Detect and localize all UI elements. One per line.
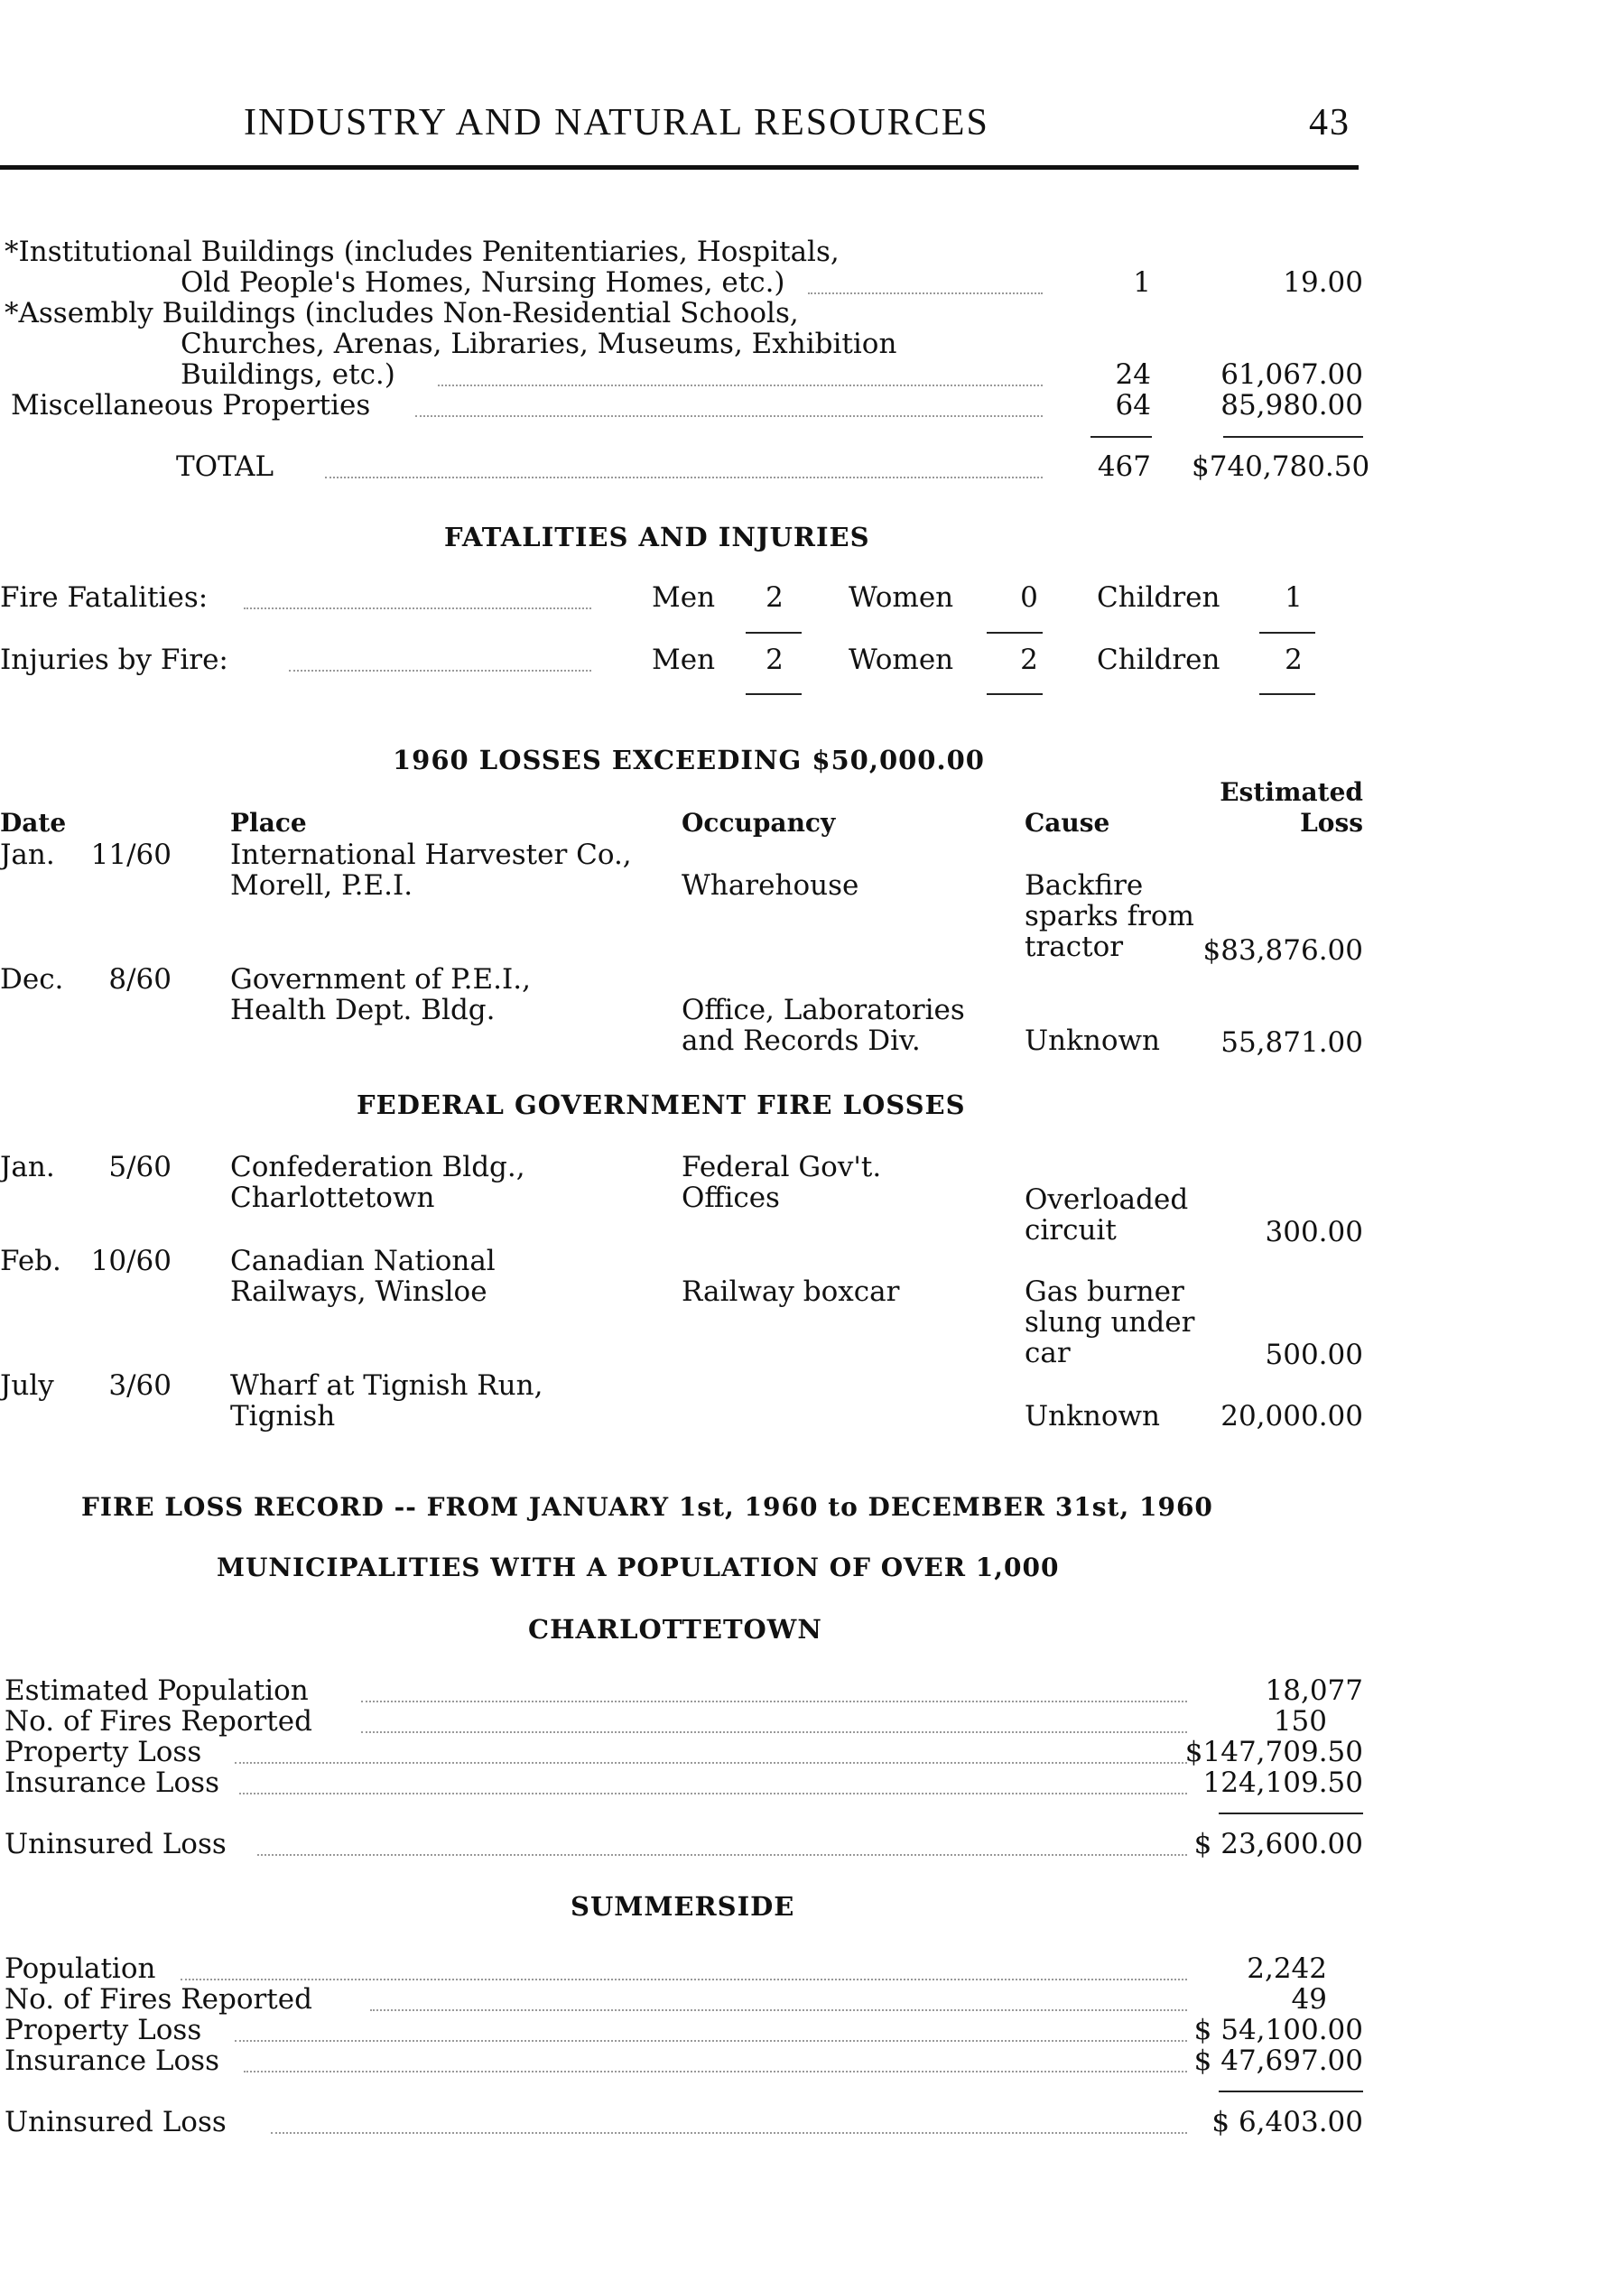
loss-row-amount: 55,871.00 [1220, 1026, 1363, 1059]
federal-row-place: Railways, Winsloe [230, 1275, 487, 1308]
total-loss: $740,780.50 [1192, 450, 1370, 483]
sum-rule [987, 693, 1043, 695]
fatalities-women-label: Women [849, 581, 954, 614]
injuries-women-label: Women [849, 644, 954, 676]
ch-row-label: Estimated Population [5, 1674, 309, 1707]
federal-row-date-month: Feb. [0, 1245, 61, 1277]
ss-row-label: Insurance Loss [5, 2045, 219, 2077]
institutional-line-2: Old People's Homes, Nursing Homes, etc.) [181, 266, 785, 299]
federal-row-cause: Gas burner [1025, 1275, 1184, 1308]
federal-row-place: Tignish [230, 1400, 336, 1433]
injuries-label: Injuries by Fire: [0, 644, 228, 676]
ch-uninsured-value: $ 23,600.00 [1193, 1828, 1363, 1860]
ch-row-value: $147,709.50 [1184, 1736, 1363, 1768]
loss-row-place: Government of P.E.I., [230, 963, 531, 996]
federal-row-date-day: 3/60 [108, 1369, 172, 1402]
federal-row-cause: car [1025, 1337, 1071, 1369]
loss-row-place: International Harvester Co., [230, 839, 632, 871]
ch-uninsured-label: Uninsured Loss [5, 1828, 227, 1860]
ch-row-label: Insurance Loss [5, 1766, 219, 1799]
ch-row-label: Property Loss [5, 1736, 202, 1768]
ch-row-value: 124,109.50 [1202, 1766, 1363, 1799]
federal-row-cause: slung under [1025, 1306, 1195, 1339]
ch-row-value: 150 [1273, 1705, 1327, 1738]
ss-row-value: 2,242 [1247, 1952, 1327, 1985]
total-count: 467 [1097, 450, 1151, 483]
sum-rule [1219, 1813, 1363, 1814]
loss-row-date-day: 11/60 [90, 839, 172, 871]
federal-row-amount: 300.00 [1265, 1216, 1363, 1248]
injuries-men-label: Men [652, 644, 716, 676]
federal-row-occupancy: Federal Gov't. [682, 1151, 882, 1183]
loss-row-cause: Unknown [1025, 1025, 1161, 1057]
charlottetown-heading: CHARLOTTETOWN [528, 1614, 822, 1645]
col-date: Date [0, 808, 67, 838]
sum-rule [746, 632, 802, 634]
assembly-line-2: Churches, Arenas, Libraries, Museums, Exhibition [181, 328, 897, 360]
loss-row-cause: Backfire [1025, 869, 1144, 902]
assembly-count: 24 [1115, 358, 1151, 391]
fatalities-women-value: 0 [1020, 581, 1038, 614]
col-loss: Loss [1300, 808, 1363, 838]
federal-row-place: Wharf at Tignish Run, [230, 1369, 543, 1402]
leader-dots [361, 1701, 1187, 1702]
leader-dots [808, 292, 1043, 294]
leader-dots [438, 385, 1043, 386]
ch-row-value: 18,077 [1265, 1674, 1363, 1707]
loss-row-date-month: Dec. [0, 963, 64, 996]
assembly-loss: 61,067.00 [1220, 358, 1363, 391]
sum-rule [746, 693, 802, 695]
leader-dots [257, 1854, 1187, 1856]
loss-row-cause: tractor [1025, 931, 1124, 963]
federal-row-date-day: 5/60 [108, 1151, 172, 1183]
institutional-loss: 19.00 [1283, 266, 1363, 299]
loss-row-cause: sparks from [1025, 900, 1194, 932]
federal-heading: FEDERAL GOVERNMENT FIRE LOSSES [357, 1090, 966, 1120]
injuries-children-value: 2 [1285, 644, 1303, 676]
col-cause: Cause [1025, 808, 1110, 838]
col-occupancy: Occupancy [682, 808, 836, 838]
fatalities-men-value: 2 [766, 581, 784, 614]
ss-row-label: Property Loss [5, 2014, 202, 2046]
record-heading: FIRE LOSS RECORD -- FROM JANUARY 1st, 1960 to DECEMBER 31st, 1960 [81, 1492, 1213, 1522]
losses-heading: 1960 LOSSES EXCEEDING $50,000.00 [393, 745, 985, 775]
institutional-count: 1 [1133, 266, 1151, 299]
page-header-title: INDUSTRY AND NATURAL RESOURCES [244, 102, 989, 144]
loss-row-occupancy: Wharehouse [682, 869, 859, 902]
federal-row-occupancy: Offices [682, 1182, 780, 1214]
leader-dots [244, 607, 591, 609]
fatalities-children-label: Children [1097, 581, 1220, 614]
sum-rule [1259, 632, 1315, 634]
page-number: 43 [1309, 102, 1350, 144]
ss-row-value: $ 54,100.00 [1193, 2014, 1363, 2046]
leader-dots [271, 2132, 1187, 2134]
sum-rule [1219, 2091, 1363, 2092]
ss-row-label: Population [5, 1952, 156, 1985]
federal-row-date-month: Jan. [0, 1151, 55, 1183]
ss-uninsured-value: $ 6,403.00 [1211, 2106, 1363, 2138]
federal-row-place: Charlottetown [230, 1182, 435, 1214]
loss-row-occupancy: Office, Laboratories [682, 994, 965, 1026]
leader-dots [181, 1979, 1187, 1980]
ss-row-value: $ 47,697.00 [1193, 2045, 1363, 2077]
leader-dots [370, 2009, 1187, 2011]
federal-row-cause: Unknown [1025, 1400, 1161, 1433]
fatalities-heading: FATALITIES AND INJURIES [444, 522, 870, 552]
ss-row-label: No. of Fires Reported [5, 1983, 312, 2016]
institutional-line-1: *Institutional Buildings (includes Penitentiaries, Hospitals, [5, 236, 840, 268]
loss-row-occupancy: and Records Div. [682, 1025, 921, 1057]
fire-fatalities-label: Fire Fatalities: [0, 581, 209, 614]
injuries-men-value: 2 [766, 644, 784, 676]
leader-dots [235, 2040, 1187, 2042]
federal-row-occupancy: Railway boxcar [682, 1275, 900, 1308]
misc-loss: 85,980.00 [1220, 389, 1363, 422]
loss-row-date-month: Jan. [0, 839, 55, 871]
injuries-children-label: Children [1097, 644, 1220, 676]
leader-dots [361, 1731, 1187, 1733]
ch-row-label: No. of Fires Reported [5, 1705, 312, 1738]
federal-row-cause: circuit [1025, 1214, 1117, 1247]
fatalities-men-label: Men [652, 581, 716, 614]
header-rule [0, 165, 1359, 170]
record-subheading: MUNICIPALITIES WITH A POPULATION OF OVER 1,000 [217, 1553, 1060, 1582]
sum-rule [987, 632, 1043, 634]
ss-uninsured-label: Uninsured Loss [5, 2106, 227, 2138]
sum-rule [1090, 436, 1152, 438]
leader-dots [235, 1762, 1187, 1764]
leader-dots [239, 1793, 1187, 1794]
loss-row-place: Health Dept. Bldg. [230, 994, 496, 1026]
leader-dots [415, 415, 1043, 417]
assembly-line-1: *Assembly Buildings (includes Non-Residential Schools, [5, 297, 799, 329]
loss-row-amount: $83,876.00 [1202, 934, 1363, 967]
federal-row-place: Confederation Bldg., [230, 1151, 525, 1183]
sum-rule [1223, 436, 1363, 438]
federal-row-date-month: July [0, 1369, 54, 1402]
col-estimated: Estimated [1220, 777, 1363, 807]
col-place: Place [230, 808, 307, 838]
fatalities-children-value: 1 [1285, 581, 1303, 614]
total-label: TOTAL [176, 450, 274, 483]
ss-row-value: 49 [1291, 1983, 1327, 2016]
leader-dots [289, 670, 591, 672]
summerside-heading: SUMMERSIDE [571, 1891, 795, 1922]
leader-dots [325, 477, 1043, 478]
assembly-line-3: Buildings, etc.) [181, 358, 395, 391]
loss-row-place: Morell, P.E.I. [230, 869, 413, 902]
federal-row-amount: 500.00 [1265, 1339, 1363, 1371]
misc-count: 64 [1115, 389, 1151, 422]
federal-row-cause: Overloaded [1025, 1183, 1189, 1216]
federal-row-amount: 20,000.00 [1220, 1400, 1363, 1433]
federal-row-place: Canadian National [230, 1245, 496, 1277]
injuries-women-value: 2 [1020, 644, 1038, 676]
sum-rule [1259, 693, 1315, 695]
misc-label: Miscellaneous Properties [11, 389, 371, 422]
federal-row-date-day: 10/60 [90, 1245, 172, 1277]
loss-row-date-day: 8/60 [108, 963, 172, 996]
leader-dots [244, 2071, 1187, 2072]
